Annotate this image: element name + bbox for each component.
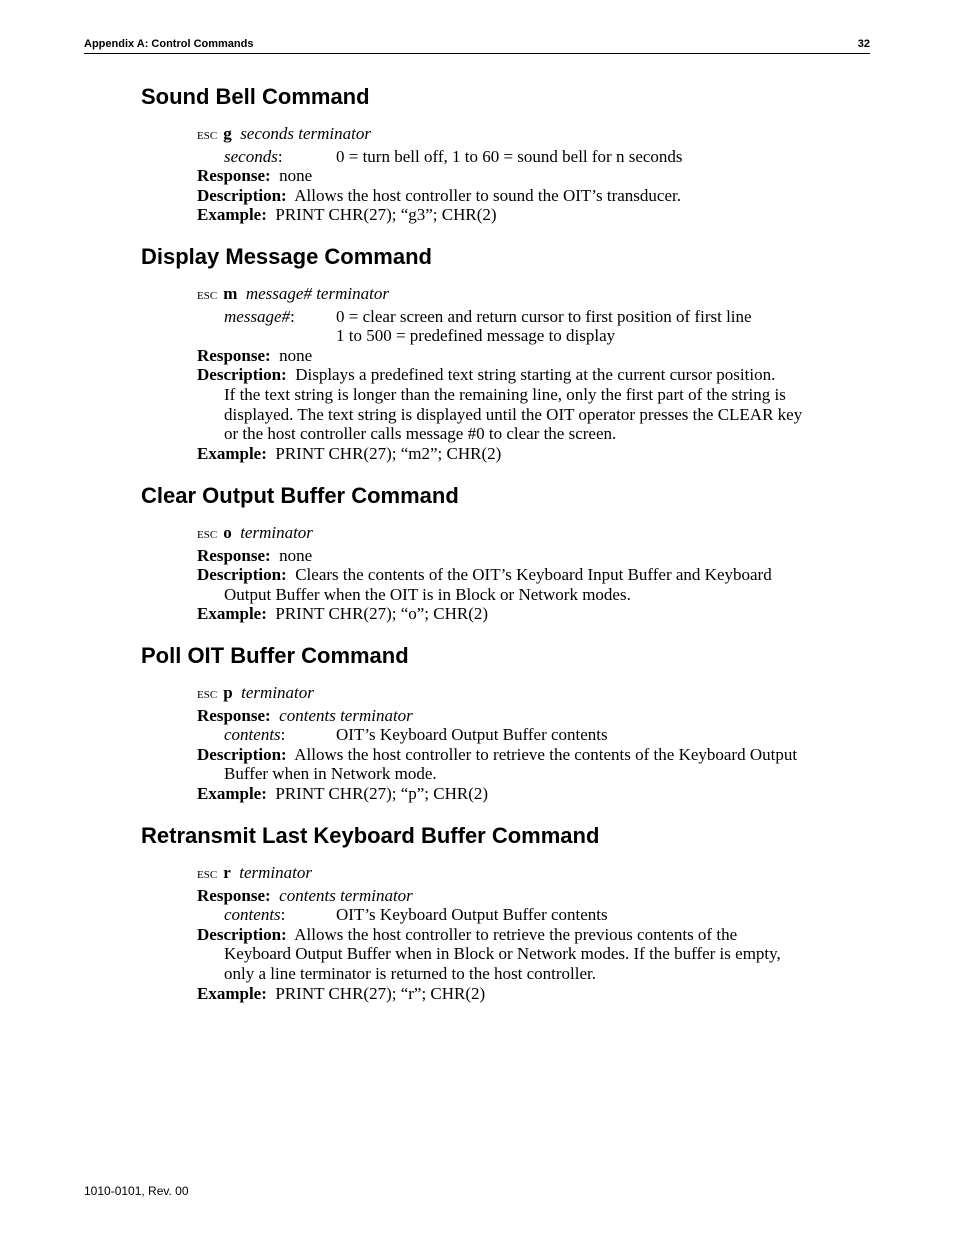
description-line (197, 745, 877, 765)
example-line (197, 784, 877, 804)
param-name: contents (224, 725, 281, 745)
param-name: seconds (224, 146, 278, 166)
example-line (197, 205, 877, 225)
description-line (197, 186, 877, 206)
header-section: Appendix A: Control Commands (84, 38, 254, 50)
response-line (197, 166, 877, 186)
response-value: none (279, 166, 313, 186)
example-code: PRINT CHR(27); “r”; CHR(2) (275, 983, 486, 1003)
response-value: none (279, 345, 313, 365)
param-row (197, 147, 877, 167)
example-label: Example: (197, 604, 267, 624)
syntax-line (197, 284, 877, 307)
param-desc: OIT’s Keyboard Output Buffer contents (336, 905, 608, 925)
section-body-poll-oit-buffer (197, 683, 877, 804)
response-line (197, 706, 877, 726)
example-code: PRINT CHR(27); “p”; CHR(2) (275, 783, 489, 803)
param-sep: : (280, 905, 286, 925)
esc-key: ESC (197, 869, 218, 881)
param-desc: OIT’s Keyboard Output Buffer contents (336, 725, 608, 745)
response-line (197, 346, 877, 366)
syntax-line (197, 523, 877, 546)
description-text: Buffer when in Network mode. (224, 764, 437, 784)
description-label: Description: (197, 185, 287, 205)
example-line (197, 444, 877, 464)
param-row (197, 905, 877, 925)
response-line (197, 546, 877, 566)
description-label: Description: (197, 924, 287, 944)
description-text: displayed. The text string is displayed until the OIT operator presses the CLEAR key (224, 404, 803, 424)
example-label: Example: (197, 983, 267, 1003)
syntax-line (197, 124, 877, 147)
param-desc: 1 to 500 = predefined message to display (336, 326, 616, 346)
response-value: contents terminator (279, 705, 413, 725)
command-char: m (223, 284, 238, 303)
command-args: terminator (240, 523, 313, 542)
section-body-retransmit-last-keyboard-buffer (197, 863, 877, 1003)
example-line (197, 604, 877, 624)
description-text: Allows the host controller to retrieve the contents of the Keyboard Output (294, 744, 798, 764)
description-line (197, 925, 877, 945)
command-char: g (223, 124, 232, 143)
param-desc: 0 = turn bell off, 1 to 60 = sound bell for n seconds (336, 146, 683, 166)
esc-key: ESC (197, 529, 218, 541)
example-label: Example: (197, 443, 267, 463)
description-text: Output Buffer when the OIT is in Block or Network modes. (224, 584, 631, 604)
example-label: Example: (197, 205, 267, 225)
description-text: Clears the contents of the OIT’s Keyboard Input Buffer and Keyboard (295, 565, 772, 585)
running-header (84, 38, 870, 54)
response-value: contents terminator (279, 885, 413, 905)
description-label: Description: (197, 565, 287, 585)
description-text: If the text string is longer than the remaining line, only the first part of the string is (224, 384, 786, 404)
command-char: r (223, 863, 231, 882)
response-line (197, 886, 877, 906)
command-char: p (223, 683, 233, 702)
param-sep: : (280, 725, 286, 745)
section-body-sound-bell (197, 124, 877, 225)
section-title-display-message: Display Message Command (141, 244, 432, 269)
param-sep: : (290, 306, 295, 326)
esc-key: ESC (197, 130, 218, 142)
description-text: Allows the host controller to retrieve the previous contents of the (294, 924, 738, 944)
section-title-retransmit-last-keyboard-buffer: Retransmit Last Keyboard Buffer Command (141, 823, 600, 848)
footer-doc-id: 1010-0101, Rev. 00 (84, 1184, 189, 1198)
param-row (197, 725, 877, 745)
response-label: Response: (197, 166, 271, 186)
header-page-number: 32 (857, 38, 870, 50)
section-title-sound-bell: Sound Bell Command (141, 84, 370, 109)
description-line (197, 365, 877, 385)
param-row (197, 307, 877, 327)
section-body-clear-output-buffer (197, 523, 877, 624)
param-sep: : (277, 146, 283, 166)
param-row (197, 326, 877, 346)
esc-key: ESC (197, 290, 218, 302)
description-text: or the host controller calls message #0 to clear the screen. (224, 424, 617, 444)
description-line (197, 565, 877, 585)
section-body-display-message (197, 284, 877, 463)
command-args: message# terminator (245, 284, 389, 303)
syntax-line (197, 683, 877, 706)
description-text: Allows the host controller to sound the OIT’s transducer. (294, 185, 681, 205)
description-label: Description: (197, 365, 287, 385)
section-title-poll-oit-buffer: Poll OIT Buffer Command (141, 643, 409, 668)
response-label: Response: (197, 345, 271, 365)
example-line (197, 984, 877, 1004)
syntax-line (197, 863, 877, 886)
command-args: terminator (241, 683, 314, 702)
description-label: Description: (197, 744, 287, 764)
description-text: only a line terminator is returned to the host controller. (224, 963, 597, 983)
param-name: message# (224, 306, 291, 326)
command-args: seconds terminator (240, 124, 371, 143)
param-desc: 0 = clear screen and return cursor to first position of first line (336, 306, 752, 326)
example-code: PRINT CHR(27); “m2”; CHR(2) (275, 443, 502, 463)
section-title-clear-output-buffer: Clear Output Buffer Command (141, 483, 459, 508)
response-label: Response: (197, 705, 271, 725)
description-text: Keyboard Output Buffer when in Block or Network modes. If the buffer is empty, (224, 944, 781, 964)
response-label: Response: (197, 545, 271, 565)
example-code: PRINT CHR(27); “o”; CHR(2) (275, 604, 489, 624)
description-text: Displays a predefined text string starting at the current cursor position. (295, 365, 776, 385)
response-label: Response: (197, 885, 271, 905)
esc-key: ESC (197, 689, 218, 701)
example-label: Example: (197, 783, 267, 803)
command-args: terminator (239, 863, 312, 882)
response-value: none (279, 545, 313, 565)
example-code: PRINT CHR(27); “g3”; CHR(2) (275, 205, 497, 225)
param-name: contents (224, 905, 281, 925)
command-char: o (223, 523, 232, 542)
